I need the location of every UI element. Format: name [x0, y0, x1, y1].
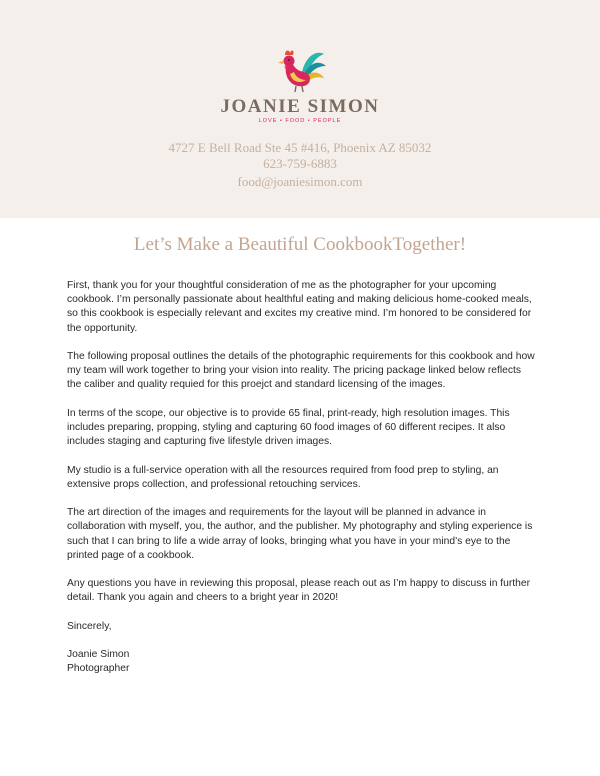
brand-name: JOANIE SIMON [220, 96, 380, 117]
signature-name: Joanie Simon [67, 649, 130, 661]
letter-body [67, 279, 537, 677]
contact-address: 4727 E Bell Road Ste 45 #416, Phoenix AZ 85032 [168, 140, 432, 155]
closing: Sincerely, [67, 620, 112, 632]
signature-role: Photographer [67, 663, 130, 675]
body-paragraph: Any questions you have in reviewing this proposal, please reach out as I’m happy to discuss in further detail. Thank you again and cheers to a bright year in 2020! [67, 578, 531, 604]
rooster-icon [272, 44, 328, 94]
body-paragraph: The art direction of the images and requirements for the layout will be planned in advance in collaboration with myself, you, the author, and the publisher. My photography and styling experience is such that I can bring to life a wide array of looks, bringing what you have in your mind’s eye to the printed page of a cookbook. [67, 507, 533, 561]
letterhead [0, 0, 600, 218]
contact-email[interactable]: food@joaniesimon.com [237, 174, 363, 189]
body-paragraph: In terms of the scope, our objective is to provide 65 final, print-ready, high resolution images. This includes preparing, propping, styling and capturing 60 food images of 60 different recipes. It also includes staging and capturing five lifestyle driven images. [67, 407, 510, 448]
body-paragraph: My studio is a full-service operation with all the resources required from food prep to styling, an extensive props collection, and professional retouching services. [67, 464, 499, 490]
brand-tagline: LOVE • FOOD • PEOPLE [258, 118, 342, 124]
letter-title: Let’s Make a Beautiful CookbookTogether! [133, 234, 467, 255]
contact-phone: 623-759-6883 [263, 156, 337, 171]
body-paragraph: The following proposal outlines the details of the photographic requirements for this cookbook and how my team will work together to bring your vision into reality. The pricing package linked below reflects the caliber and quality requied for this proejct and standard licensing of the images. [67, 351, 535, 391]
body-paragraph: First, thank you for your thoughtful consideration of me as the photographer for your upcoming cookbook. I’m personally passionate about healthful eating and making delicious home-cooked meals, so this cookbook is especially relevant and excites my creative mind. I’m honored to be considered for the opportunity. [67, 280, 532, 334]
